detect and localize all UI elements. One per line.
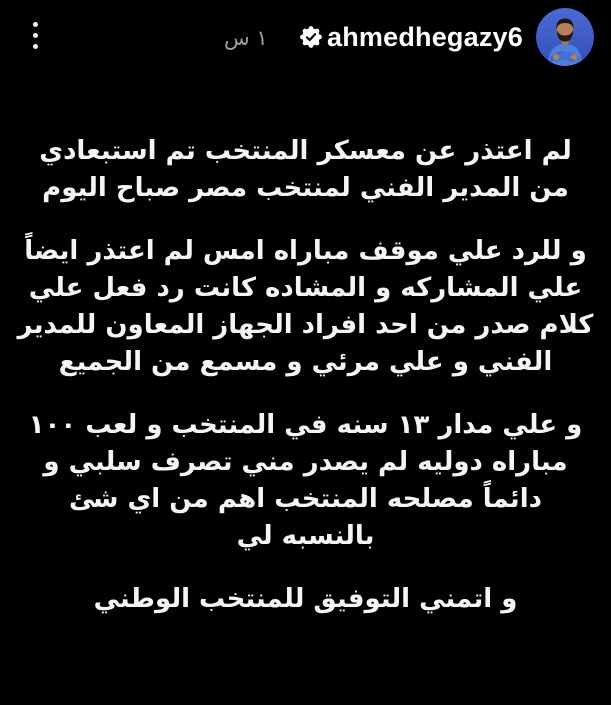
story-paragraph-1 (0, 133, 611, 207)
story-text-line: كلام صدر من احد افراد الجهاز المعاون للمدير (17, 310, 594, 340)
story-paragraph-3 (0, 407, 611, 555)
story-text-line: الفني و علي مرئي و مسمع من الجميع (58, 347, 553, 377)
story-text-line: و اتمني التوفيق للمنتخب الوطني (93, 584, 518, 614)
story-text-line: و للرد علي موقف مباراه امس لم اعتذر ايضاً (24, 236, 587, 266)
username-label: ahmedhegazy6 (327, 22, 523, 52)
story-text-line: من المدير الفني لمنتخب مصر صباح اليوم (42, 173, 569, 203)
story-text-line: لم اعتذر عن معسكر المنتخب تم استبعادي (39, 136, 572, 166)
story-text-line: مباراه دوليه لم يصدر مني تصرف سلبي و (43, 447, 568, 477)
story-text-line: علي المشاركه و المشاده كانت رد فعل علي (28, 273, 583, 303)
story-text-line: بالنسبه لي (236, 521, 375, 551)
story-paragraph-2 (0, 233, 611, 381)
story-paragraph-4 (0, 581, 611, 618)
story-timestamp: ١ س (224, 26, 268, 50)
story-text-line: و علي مدار ١٣ سنه في المنتخب و لعب ١٠٠ (28, 410, 583, 440)
story-text-line: دائماً مصلحه المنتخب اهم من اي شئ (69, 484, 542, 514)
